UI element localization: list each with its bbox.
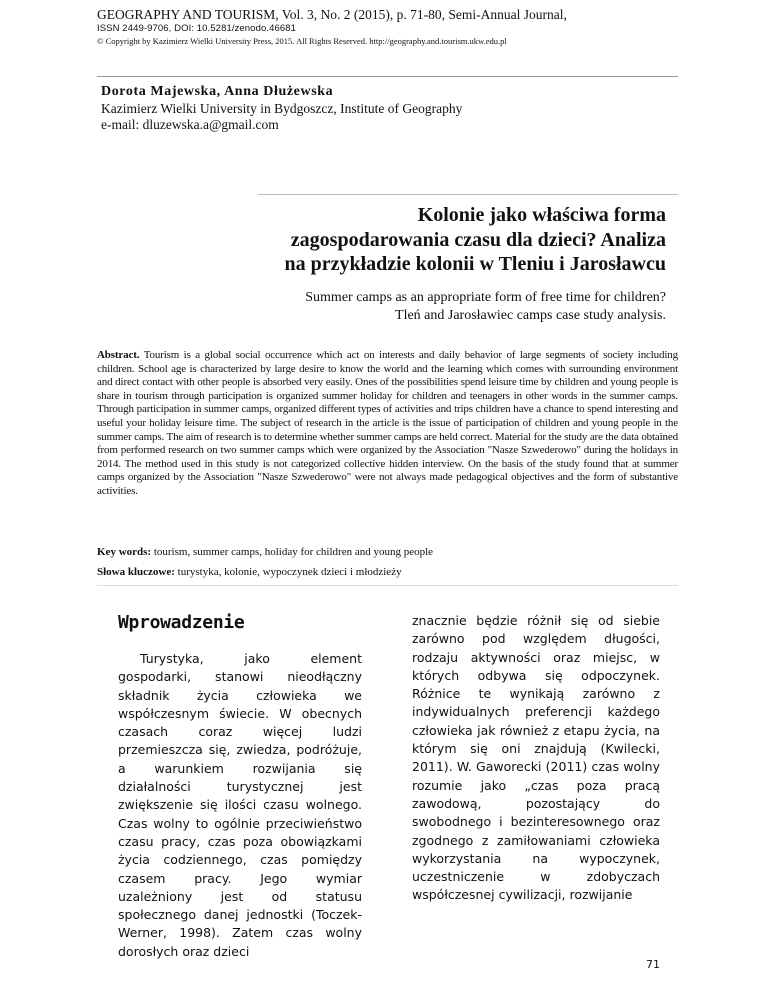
article-title: [206, 203, 666, 277]
title-line: na przykładzie kolonii w Tleniu i Jarosławcu: [284, 253, 666, 275]
keywords: [97, 545, 433, 559]
section-heading: Wprowadzenie: [118, 612, 245, 633]
title-line: Kolonie jako właściwa forma: [417, 204, 666, 226]
body-column-right: znacznie będzie różnił się od siebie zarówno pod względem długości, rodzaju aktywności oraz miejsc, w których odbywa się odpoczynek. Różnice te wynikają zarówno z indywidualnych preferencji każdego człowieka jak również z etapu życia, na którym się oni znajdują (Kwilecki, 2011). W. Gaworecki (2011) czas wolny rozumie jako „czas poza pracą zawodową, pozostający do swobodnego i bezinteresownego oraz zgodnego z zamiłowaniami człowieka wykorzystania na wypoczynek, uczestniczenie w zdobyczach współczesnej cywilizacji, rozwijanie: [412, 613, 660, 903]
english-title: [206, 289, 666, 324]
body-column-left: Turystyka, jako element gospodarki, stanowi nieodłączny składnik życia człowieka we współczesnym świecie. W obecnych czasach coraz więcej ludzi przemieszcza się, zwiedza, podróżuje, a warunkiem rozwijania się działalności turystycznej jest zwiększenie się ilości czasu wolnego. Czas wolny to ogólnie przeciwieństwo czasu pracy, czas poza obowiązkami życia codziennego, czas pomiędzy czasem pracy. Jego wymiar uzależniony jest od statusu społecznego danej jednostki (Toczek-Werner, 1998). Zatem czas wolny dorosłych oraz dzieci: [118, 651, 362, 959]
abstract-text: Tourism is a global social occurrence which act on interests and daily behavior of large segments of society including children. School age is characterized by large desire to know the world and the learning which comes with surrounding environment and direct contact with other people is absorbed very easily. Ones of the possibilities spend leisure time by children and young people is share in tourism through participation is organized summer holiday for children and teenagers in other words in the summer camps. Through participation in summer camps, organized different types of activities and trips children have a chance to spend interesting and useful your holiday leisure time. The subject of research in the article is the issue of participation of children and young people in the summer camps. The aim of research is to determine whether summer camps are held correct. Material for the study are the data obtained from performed research on two summer camps which were organized by the Association "Nasze Szwederowo" during the holidays in 2014. The method used in this study is not categorized collective hidden interview. On the basis of the study found that at summer camps organized by the Association "Nasze Szwederowo" were not always made pedagogical objectives and the form of substantive activities.: [97, 349, 678, 497]
keywords-label: Key words:: [97, 546, 152, 558]
page-number: 71: [646, 958, 660, 971]
keywords-pl-label: Słowa kluczowe:: [97, 566, 175, 578]
header-divider: [97, 76, 678, 77]
affiliation: Kazimierz Wielki University in Bydgoszcz, Institute of Geography: [101, 101, 463, 116]
subtitle-line: Summer camps as an appropriate form of free time for children?: [305, 290, 666, 305]
abstract-label: Abstract.: [97, 349, 140, 361]
affiliation-block: [101, 101, 462, 133]
keywords-pl-text: turystyka, kolonie, wypoczynek dzieci i młodzieży: [177, 566, 402, 578]
copyright-notice: © Copyright by Kazimierz Wielki University Press, 2015. All Rights Reserved. http://geography.and.tourism.ukw.edu.pl: [97, 36, 507, 46]
issn-doi: ISSN 2449-9706, DOI: 10.5281/zenodo.46681: [97, 23, 296, 34]
abstract: [97, 349, 678, 499]
title-divider: [258, 194, 678, 195]
email: e-mail: dluzewska.a@gmail.com: [101, 117, 279, 132]
journal-header: [97, 6, 697, 47]
title-line: zagospodarowania czasu dla dzieci? Analiza: [290, 228, 666, 251]
subtitle-line: Tleń and Jarosławiec camps case study analysis.: [395, 307, 666, 323]
journal-citation: GEOGRAPHY AND TOURISM, Vol. 3, No. 2 (2015), p. 71-80, Semi-Annual Journal,: [97, 7, 567, 22]
keywords-polish: [97, 565, 402, 579]
section-divider: [97, 585, 678, 586]
keywords-text: tourism, summer camps, holiday for children and young people: [153, 546, 434, 558]
author-names: Dorota Majewska, Anna Dłużewska: [101, 84, 334, 99]
